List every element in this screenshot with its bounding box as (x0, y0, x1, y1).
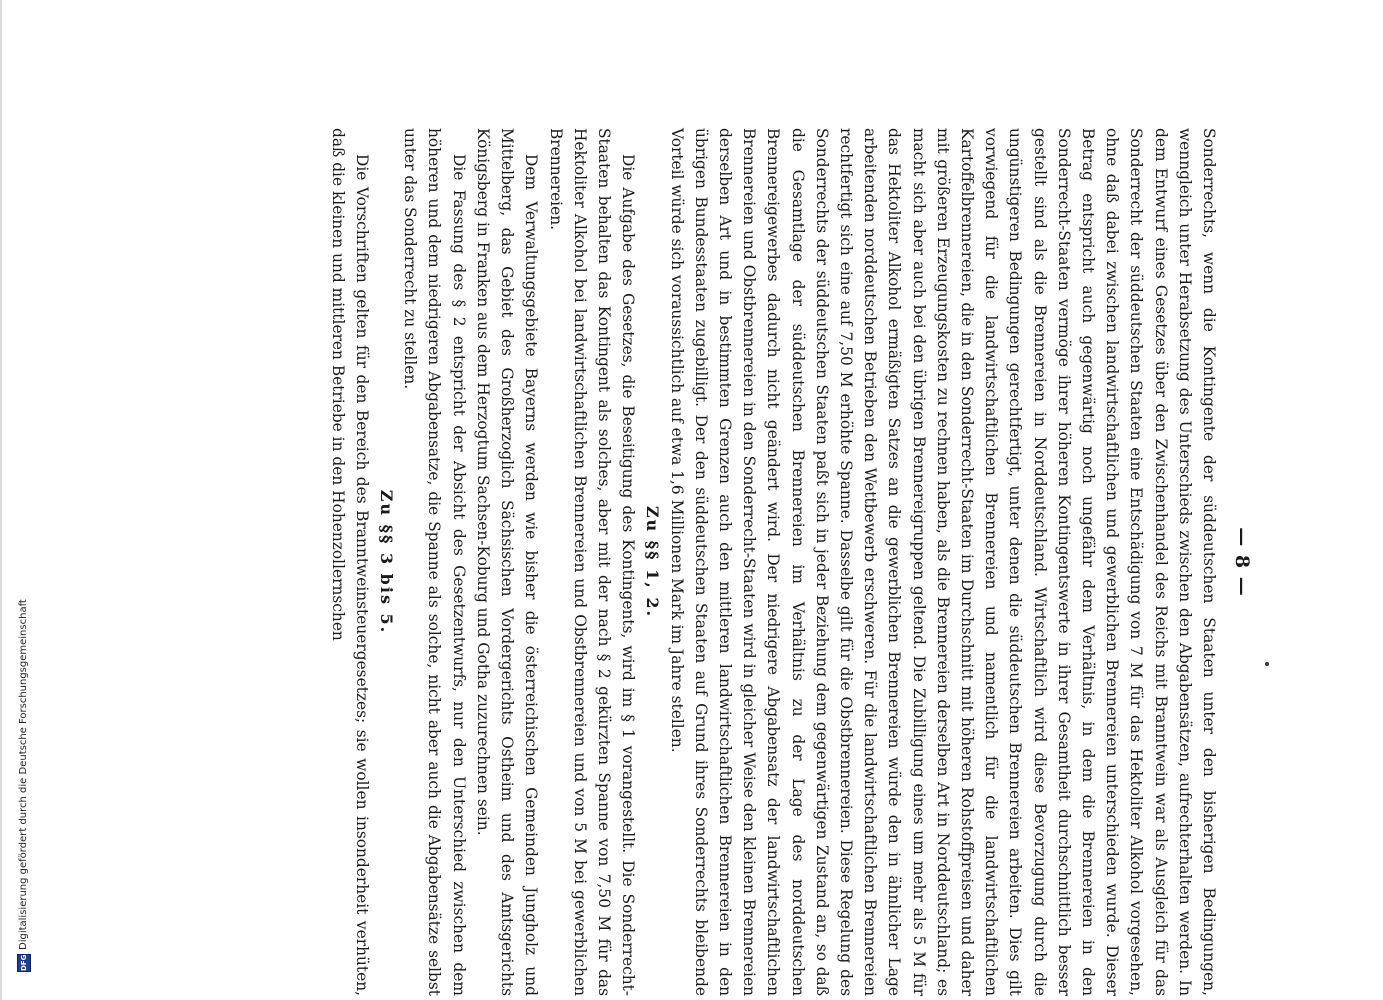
section-2-paragraph: Die Vorschriften gelten für den Bereich des Branntweinsteuergesetzes; sie wollen insonderheit verhüten, daß die kleinen und mittleren Betriebe in den Hohenzollernschen (328, 128, 371, 996)
section-1-paragraph: Dem Verwaltungsgebiete Bayerns werden wie bisher die österreichischen Gemeinden Jungholz und Mittelberg, das Gebiet des Großherzoglich Sächsischen Vordergerichts Ostheim und des Amtsgerichts Königsberg in Franken aus dem Herzogtum Sachsen-Koburg und Gotha zuzurechnen sein. (473, 128, 541, 996)
digitization-footer (14, 12, 34, 972)
paragraph-intro: Sonderrechts, wenn die Kontingente der süddeutschen Staaten unter den bisherigen Bedingungen, wenngleich unter Herabsetzung des Unterschieds zwischen den Abgabensätzen, aufrechterhalten werden. In dem Entwurf eines Gesetzes über den Zwischenhandel des Reichs mit Branntwein war als Ausgleich für das Sonderrecht der süddeutschen Staaten eine Entschädigung von 7 M für das Hektoliter Alkohol vorgesehen, ohne daß dabei zwischen landwirtschaftlichen und gewerblichen Brennereien unterschieden wurde. Dieser Betrag entspricht auch gegenwärtig noch ungefähr dem Verhältnis, in dem die Brennereien in den Sonderrecht-Staaten vermöge ihrer höheren Kontingentswerte in ihrer Gesamtheit durchschnittlich besser gestellt sind als die Brennereien in Norddeutschland. Wirtschaftlich wird diese Bevorzugung durch die ungünstigeren Bedingungen gerechtfertigt, unter denen die süddeutschen Brennereien arbeiten. Dies gilt vorwiegend für die landwirtschaftlichen Brennereien und namentlich für die landwirtschaftlichen Kartoffelbrennereien, die in den Sonderrecht-Staaten im Durchschnitt mit höheren Rohstoffpreisen und daher mit größeren Erzeugungskosten zu rechnen haben, als die Brennereien derselben Art in Norddeutschland; es macht sich aber auch bei den übrigen Brennereigruppen geltend. Die Zubilligung eines um mehr als 5 M für das Hektoliter Alkohol ermäßigten Satzes an die gewerblichen Brennereien würde den in ähnlicher Lage arbeitenden norddeutschen Betrieben den Wettbewerb erschweren. Für die landwirtschaftlichen Brennereien rechtfertigt sich eine auf 7,50 M erhöhte Spanne. Dasselbe gilt für die Obstbrennereien. Diese Regelung des Sonderrechts der süddeutschen Staaten paßt sich in jeder Beziehung dem gegenwärtigen Zustand an, so daß die Gesamtlage der süddeutschen Brennereien im Verhältnis zu der Lage des norddeutschen Brennereigewerbes dadurch nicht geändert wird. Der niedrigere Abgabensatz der landwirtschaftlichen Brennereien und Obstbrennereien in den Sonderrecht-Staaten wird in gleicher Weise den kleinen Brennereien derselben Art und in bestimmten Grenzen auch den mittleren landwirtschaftlichen Brennereien in den übrigen Bundesstaaten zugebilligt. Der den süddeutschen Staaten auf Grund ihres Sonderrechts bleibende Vorteil würde sich voraussichtlich auf etwa 1,6 Millionen Mark im Jahre stellen. (667, 128, 1218, 996)
document-body (325, 128, 1221, 996)
scan-edge (0, 0, 2, 1000)
rotated-document (93, 128, 1253, 996)
dfg-logo-icon: DFG (17, 954, 31, 972)
footer-text: Digitalisierung gefördert durch die Deutsche Forschungsgemeinschaft (18, 599, 29, 950)
section-heading-1: Zu §§ 1, 2. (643, 505, 663, 619)
section-1-paragraph: Die Aufgabe des Gesetzes, die Beseitigung des Kontingents, wird im § 1 vorangestellt. Die Sonderrecht-Staaten behalten das Kontingent als solches, aber mit der nach § 2 gekürzten Spanne von 7,50 M für das Hektoliter Alkohol bei landwirtschaftlichen Brennereien und Obstbrennereien und von 5 M bei gewerblichen Brennereien. (546, 128, 638, 996)
scan-speck (1265, 662, 1269, 666)
page-number: — 8 — (1231, 527, 1253, 597)
section-heading-2: Zu §§ 3 bis 5. (377, 489, 397, 635)
section-1-paragraph: Die Fassung des § 2 entspricht der Absicht des Gesetzentwurfs, nur den Unterschied zwischen dem höheren und dem niedrigeren Abgabensatze, die Spanne als solche, nicht aber auch die Abgabensätze selbst unter das Sonderrecht zu stellen. (401, 128, 468, 996)
